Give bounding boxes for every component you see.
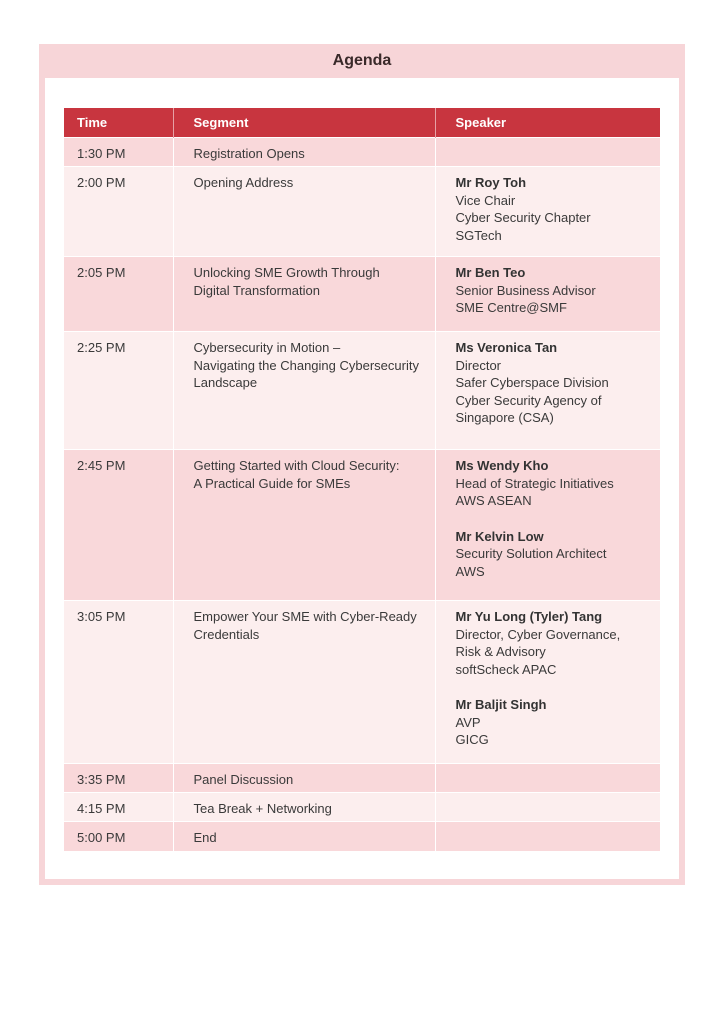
column-header-segment: Segment bbox=[173, 108, 435, 138]
speaker-detail: Risk & Advisory bbox=[455, 644, 546, 659]
agenda-frame bbox=[39, 44, 685, 885]
speaker-name: Mr Kelvin Low bbox=[455, 528, 544, 544]
segment-line: Credentials bbox=[193, 626, 260, 642]
speaker-name: Mr Yu Long (Tyler) Tang bbox=[455, 609, 603, 624]
segment-cell bbox=[173, 138, 435, 167]
segment-line: Tea Break + Networking bbox=[193, 801, 332, 816]
segment-line: Empower Your SME with Cyber-Ready bbox=[193, 609, 417, 624]
segment-cell bbox=[173, 822, 435, 851]
speaker-cell bbox=[435, 822, 660, 851]
speaker-detail: SGTech bbox=[455, 227, 502, 243]
speaker-detail: AWS ASEAN bbox=[455, 493, 532, 508]
speaker-cell bbox=[435, 167, 660, 257]
time-cell: 2:05 PM bbox=[64, 257, 173, 332]
speaker-cell bbox=[435, 601, 660, 764]
segment-line: Unlocking SME Growth Through bbox=[193, 265, 380, 280]
time-cell: 4:15 PM bbox=[64, 793, 173, 822]
speaker-name: Ms Veronica Tan bbox=[455, 340, 558, 355]
speaker-name: Ms Wendy Kho bbox=[455, 458, 549, 473]
table-row bbox=[64, 793, 660, 822]
agenda-table bbox=[64, 108, 660, 851]
time-cell: 2:25 PM bbox=[64, 332, 173, 450]
speaker-detail: softScheck APAC bbox=[455, 661, 557, 677]
speaker-detail: Safer Cyberspace Division bbox=[455, 375, 609, 390]
segment-line: A Practical Guide for SMEs bbox=[193, 475, 351, 491]
table-row bbox=[64, 601, 660, 764]
speaker-detail: Security Solution Architect bbox=[455, 546, 607, 561]
speaker-detail: Head of Strategic Initiatives bbox=[455, 475, 614, 491]
speaker-cell bbox=[435, 450, 660, 601]
speaker-detail: Singapore (CSA) bbox=[455, 410, 554, 425]
segment-line: Registration Opens bbox=[193, 146, 305, 161]
table-row bbox=[64, 257, 660, 332]
speaker-detail: Director, Cyber Governance, bbox=[455, 626, 621, 642]
segment-cell bbox=[173, 764, 435, 793]
time-cell: 2:00 PM bbox=[64, 167, 173, 257]
speaker-cell bbox=[435, 257, 660, 332]
agenda-body bbox=[45, 78, 679, 879]
agenda-title: Agenda bbox=[332, 52, 392, 69]
column-header-speaker: Speaker bbox=[435, 108, 660, 138]
table-row bbox=[64, 167, 660, 257]
speaker-detail: Director bbox=[455, 357, 502, 373]
speaker-name: Mr Ben Teo bbox=[455, 265, 526, 280]
segment-cell bbox=[173, 332, 435, 450]
table-row bbox=[64, 764, 660, 793]
speaker-name: Mr Roy Toh bbox=[455, 175, 527, 190]
time-cell: 1:30 PM bbox=[64, 138, 173, 167]
table-row bbox=[64, 332, 660, 450]
speaker-detail: AVP bbox=[455, 714, 481, 730]
segment-cell bbox=[173, 167, 435, 257]
speaker-detail: Cyber Security Agency of bbox=[455, 392, 602, 408]
speaker-detail: SME Centre@SMF bbox=[455, 300, 567, 315]
speaker-cell bbox=[435, 332, 660, 450]
speaker-detail: GICG bbox=[455, 732, 489, 747]
segment-cell bbox=[173, 450, 435, 601]
segment-cell bbox=[173, 257, 435, 332]
segment-line: Digital Transformation bbox=[193, 282, 320, 298]
segment-line: Opening Address bbox=[193, 175, 294, 190]
table-header-row bbox=[64, 108, 660, 138]
speaker-name: Mr Baljit Singh bbox=[455, 697, 547, 712]
segment-line: Getting Started with Cloud Security: bbox=[193, 458, 400, 473]
segment-cell bbox=[173, 601, 435, 764]
column-header-time: Time bbox=[64, 108, 173, 138]
speaker-cell bbox=[435, 138, 660, 167]
table-row bbox=[64, 138, 660, 167]
segment-line: End bbox=[193, 830, 217, 845]
speaker-detail: Cyber Security Chapter bbox=[455, 210, 591, 225]
segment-line: Panel Discussion bbox=[193, 772, 294, 787]
segment-line: Landscape bbox=[193, 375, 258, 390]
time-cell: 3:35 PM bbox=[64, 764, 173, 793]
speaker-cell bbox=[435, 764, 660, 793]
time-cell: 5:00 PM bbox=[64, 822, 173, 851]
speaker-cell bbox=[435, 793, 660, 822]
table-row bbox=[64, 822, 660, 851]
speaker-detail: Vice Chair bbox=[455, 192, 516, 208]
time-cell: 3:05 PM bbox=[64, 601, 173, 764]
agenda-rows bbox=[64, 138, 660, 851]
speaker-detail: Senior Business Advisor bbox=[455, 282, 596, 298]
segment-cell bbox=[173, 793, 435, 822]
segment-line: Cybersecurity in Motion – bbox=[193, 340, 341, 355]
table-row bbox=[64, 450, 660, 601]
time-cell: 2:45 PM bbox=[64, 450, 173, 601]
speaker-detail: AWS bbox=[455, 563, 485, 579]
segment-line: Navigating the Changing Cybersecurity bbox=[193, 357, 419, 373]
